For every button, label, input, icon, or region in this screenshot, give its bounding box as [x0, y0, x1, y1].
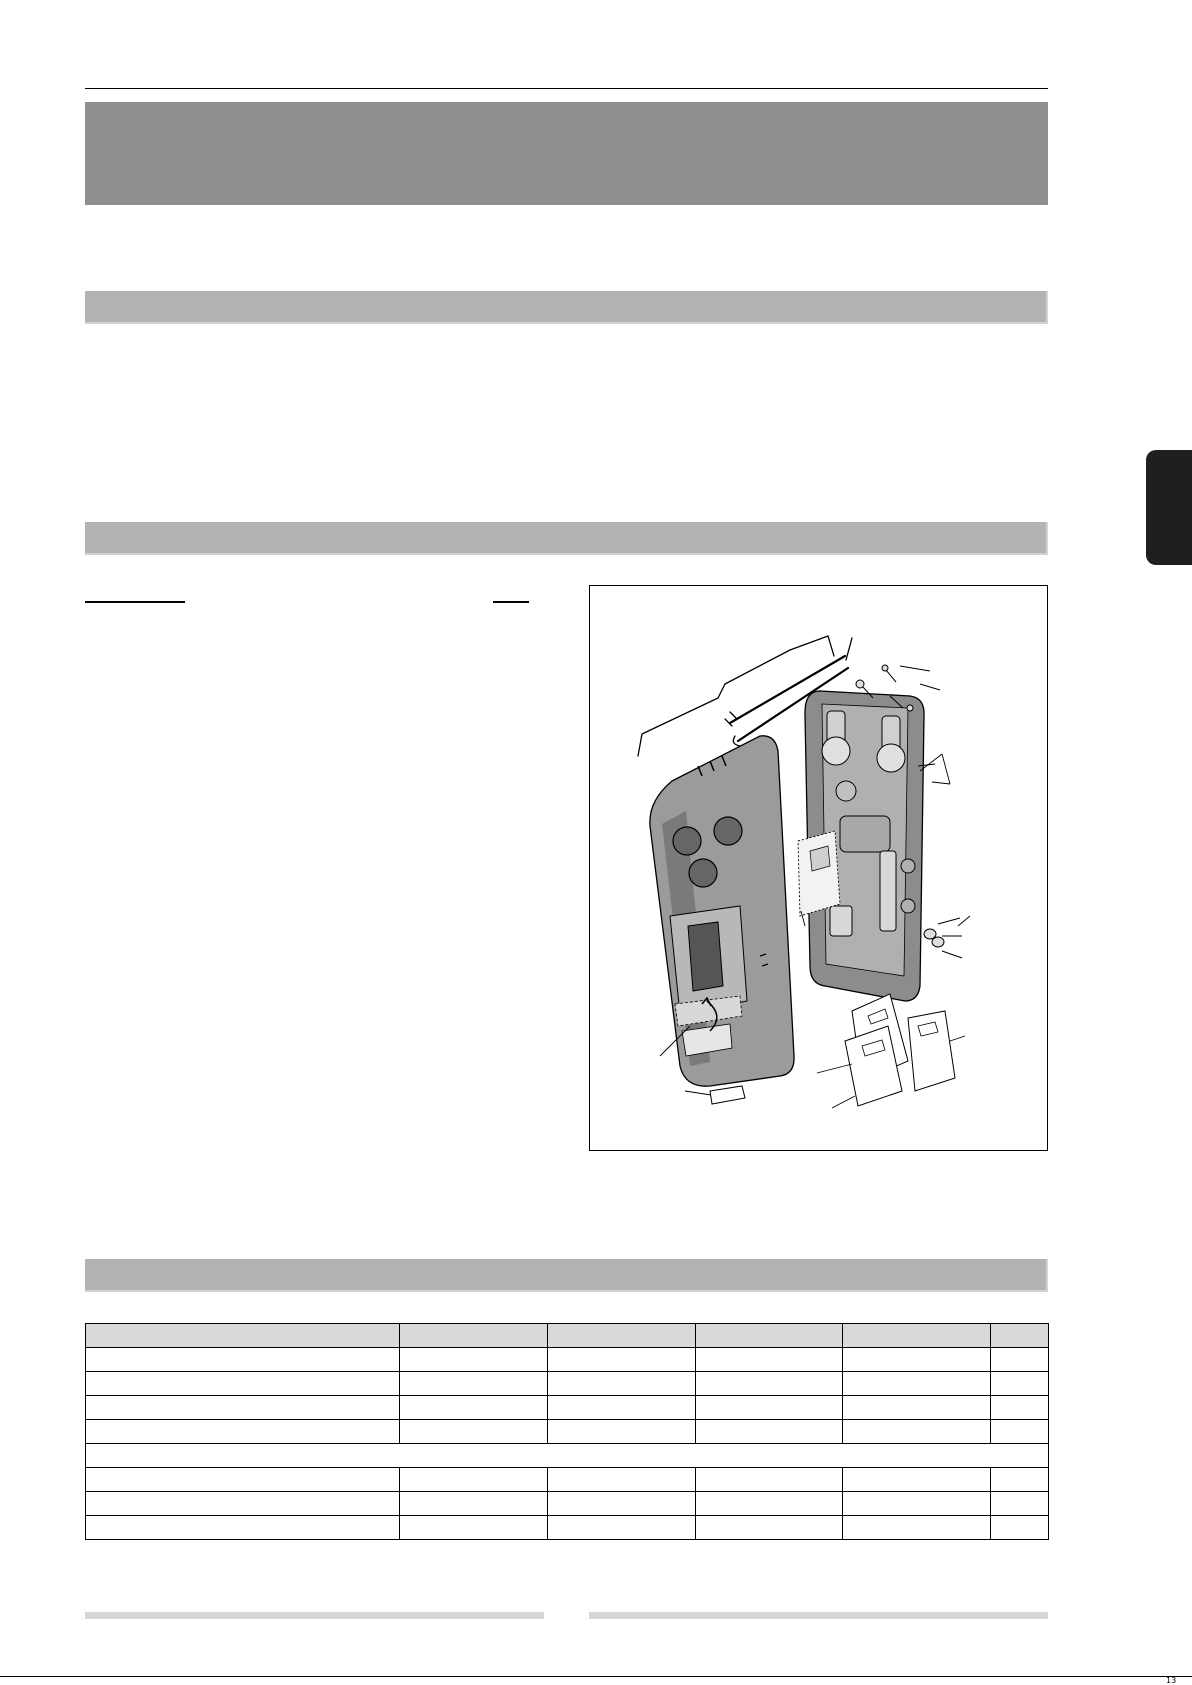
- controller-module: [798, 831, 840, 916]
- page-number: 13: [1166, 1676, 1177, 1685]
- label-sticker: [710, 1086, 745, 1104]
- footer-bar-right: [589, 1612, 1048, 1619]
- bottom-rule: [0, 1676, 1192, 1677]
- exploded-assembly-figure: [589, 585, 1048, 1151]
- parts-list-column-heading: [85, 601, 185, 603]
- language-side-tab[interactable]: [1146, 450, 1192, 565]
- table-row: [86, 1420, 1049, 1444]
- section-bar-2: [85, 522, 1048, 555]
- assembly-drawing-icon: [590, 586, 1047, 1150]
- table-header-row: [86, 1324, 1049, 1348]
- parts-list-quantity-heading: [493, 601, 529, 603]
- table-row: [86, 1468, 1049, 1492]
- table-row: [86, 1348, 1049, 1372]
- section-bar-1: [85, 291, 1048, 324]
- specification-table: [85, 1323, 1049, 1540]
- table-group-row: [86, 1444, 1049, 1468]
- footer-bar-left: [85, 1612, 544, 1619]
- header-band: [85, 102, 1048, 205]
- table-row: [86, 1516, 1049, 1540]
- table-row: [86, 1372, 1049, 1396]
- top-rule: [85, 88, 1048, 89]
- section-bar-3: [85, 1259, 1048, 1292]
- table-row: [86, 1396, 1049, 1420]
- table-row: [86, 1492, 1049, 1516]
